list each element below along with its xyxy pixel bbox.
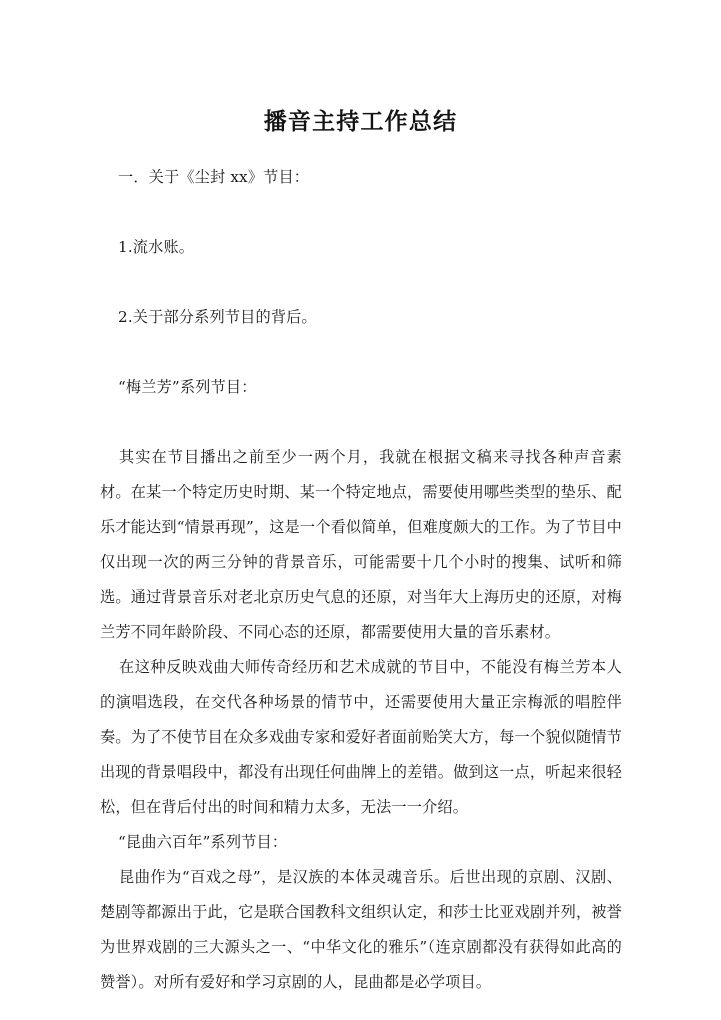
paragraph-spacer — [100, 265, 622, 300]
paragraph-spacer — [100, 405, 622, 440]
subsection-heading-kunqu: “昆曲六百年”系列节目： — [118, 833, 288, 851]
body-paragraph: 昆曲作为“百戏之母”，是汉族的本体灵魂音乐。后世出现的京剧、汉剧、楚剧等都源出于此，它是联合国教科文组织认定，和莎士比亚戏剧并列，被誉为世界戏剧的三大源头之一、“中华文化的雅乐”（连京剧都没有获得如此高的赞誉）。对所有爱好和学习京剧的人，昆曲都是必学项目。 — [100, 868, 622, 991]
list-item: 2.关于部分系列节目的背后。 — [118, 308, 317, 326]
body-paragraph: 其实在节目播出之前至少一两个月，我就在根据文稿来寻找各种声音素材。在某一个特定历史时期、某一个特定地点，需要使用哪些类型的垫乐、配乐才能达到“情景再现”，这是一个看似简单，但难度颇大的工作。为了节目中仅出现一次的两三分钟的背景音乐，可能需要十几个小时的搜集、试听和筛选。通过背景音乐对老北京历史气息的还原，对当年大上海历史的还原，对梅兰芳不同年龄阶段、不同心态的还原，都需要使用大量的音乐素材。 — [100, 448, 622, 641]
section-heading: 一．关于《尘封 xx》节目： — [118, 168, 310, 186]
paragraph-spacer — [100, 335, 622, 370]
body-paragraph: 在这种反映戏曲大师传奇经历和艺术成就的节目中，不能没有梅兰芳本人的演唱选段，在交代各种场景的情节中，还需要使用大量正宗梅派的唱腔伴奏。为了不使节目在众多戏曲专家和爱好者面前贻笑大方，每一个貌似随情节出现的背景唱段中，都没有出现任何曲牌上的差错。做到这一点，听起来很轻松，但在背后付出的时间和精力太多，无法一一介绍。 — [100, 658, 622, 816]
document-body — [100, 160, 622, 1000]
subsection-heading-meilanfang: “梅兰芳”系列节目： — [118, 378, 257, 396]
list-item: 1.流水账。 — [118, 238, 195, 256]
page-title: 播音主持工作总结 — [263, 108, 458, 136]
paragraph-spacer — [100, 195, 622, 230]
